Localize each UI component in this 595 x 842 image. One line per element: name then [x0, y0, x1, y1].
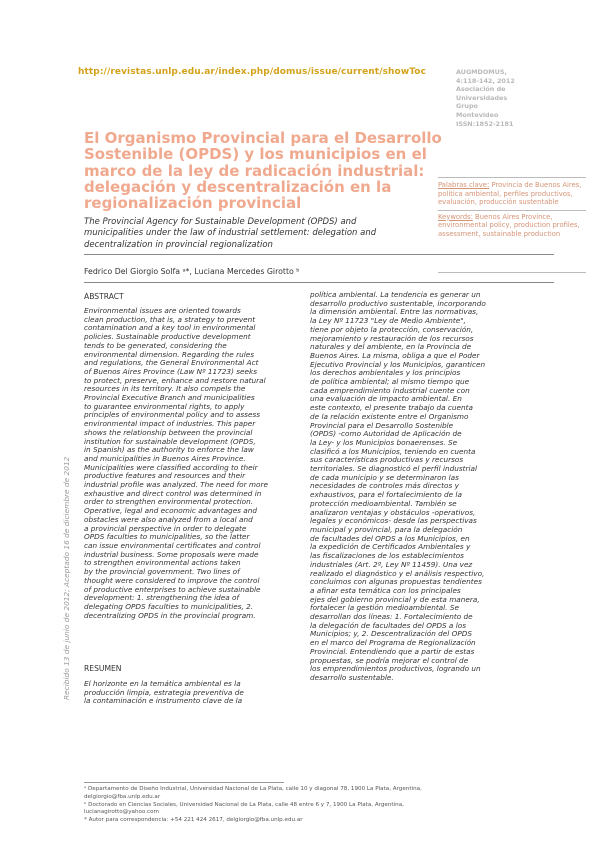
abstract-line: by the provincial government. Two lines of — [84, 568, 240, 577]
sidebar-bottom-rule — [438, 272, 586, 273]
resumen-heading: RESUMEN — [84, 664, 122, 673]
resumen-line: la Ley Nº 11723 "Ley de Medio Ambiente", — [310, 317, 466, 326]
title-line: Sostenible (OPDS) y los municipios en el — [84, 145, 427, 164]
abstract-line: principles of environmental policy and to assess — [84, 411, 261, 420]
footnote-line: lucianagirotto@yahoo.com — [84, 809, 159, 816]
resumen-line: legales y económicos- desde las perspectivas — [310, 517, 477, 526]
resumen-line: Provincial para el Desarrollo Sostenible — [310, 421, 454, 430]
abstract-line: Municipalities were classified according to their — [84, 463, 258, 472]
subtitle-line: decentralization in provincial regionalization — [84, 239, 273, 250]
footnote-line: * Autor para correspondencia: +54 221 424 2617, delgiorgio@fba.unlp.edu.ar — [84, 817, 303, 824]
resumen-continuation — [310, 291, 546, 683]
resumen-line: clasificó a los Municipios, teniendo en cuenta — [310, 447, 476, 456]
abstract-line: to guarantee environmental rights, to apply — [84, 402, 245, 411]
resumen-line: realizado el diagnóstico y el análisis respectivo, — [310, 569, 485, 578]
abstract-line: can issue environmental certificates and control — [84, 541, 261, 550]
meta-line: Montevideo — [456, 110, 499, 119]
abstract-line: of productive enterprises to achieve sustainable — [84, 585, 261, 594]
resumen-line: mejoramiento y restauración de los recursos — [310, 334, 474, 343]
footnote-line: ᵇ Doctorado en Ciencias Sociales, Universidad Nacional de La Plata, calle 48 entre 6 y 7, 1900 La Plata, Argentina, — [84, 801, 404, 808]
resumen-line: las fiscalizaciones de los establecimientos — [310, 552, 464, 561]
resumen-line: la dimensión ambiental. Entre las normativas, — [310, 308, 479, 317]
resumen-line: este contexto, el presente trabajo da cuenta — [310, 404, 473, 413]
palabras-clave-text: Provincia de Buenos Aires, política ambiental, perfiles productivos, evaluación, producción sustentable — [438, 181, 582, 207]
resumen-line: tiene por objeto la protección, conservación, — [310, 325, 474, 334]
resumen-line: naturales y del ambiente, en la Provincia de — [310, 343, 472, 352]
resumen-line: exhaustivos, para el fortalecimiento de la — [310, 491, 462, 500]
resumen-line: propuestas, se podría mejorar el control de — [310, 656, 469, 665]
resumen-line: desarrollo sustentable. — [310, 673, 394, 682]
resumen-line: de cada municipio y se determinaron las — [310, 473, 459, 482]
abstract-line: tends to be generated, considering the — [84, 341, 227, 350]
meta-line: Grupo — [456, 102, 478, 111]
abstract-line: productive features and resources and their — [84, 472, 246, 481]
title-divider — [84, 254, 554, 255]
keywords — [438, 213, 586, 239]
resumen-line: los derechos ambientales y los principios — [310, 369, 461, 378]
abstract-line: of Buenos Aires Province (Law Nº 11723) seeks — [84, 367, 258, 376]
abstract-line: OPDS faculties to municipalities, so the latter — [84, 533, 250, 542]
footnote-line: delgiorgio@fba.unlp.edu.ar — [84, 793, 161, 800]
resumen-line: Ejecutivo Provincial y los Municipios, garanticen — [310, 360, 486, 369]
abstract-line: and municipalities in Buenos Aires Province. — [84, 454, 246, 463]
resumen-line: concluimos con algunas propuestas tendientes — [310, 578, 482, 587]
keywords-sidebar — [438, 181, 586, 239]
resumen-body — [84, 680, 303, 706]
sidebar-divider — [438, 210, 586, 211]
sidebar-top-rule — [438, 177, 586, 178]
palabras-clave — [438, 181, 586, 207]
journal-meta — [456, 68, 576, 128]
abstract-line: environmental impact of industries. This paper — [84, 420, 256, 429]
resumen-line: de facultades del OPDS a los Municipios, en — [310, 534, 470, 543]
abstract-line: decentralizing OPDS in the provincial program. — [84, 611, 256, 620]
footnotes — [84, 786, 554, 825]
resumen-line: protección medioambiental. También se — [310, 499, 457, 508]
abstract-line: Provincial Executive Branch and municipalities — [84, 394, 255, 403]
resumen-line: analizaron ventajas y obstáculos -operativos, — [310, 508, 476, 517]
title-line: marco de la ley de radicación industrial: — [84, 161, 425, 180]
keywords-label: Keywords: — [438, 212, 473, 221]
authors: Fedrico Del Giorgio Solfa ᵃ*, Luciana Mercedes Girotto ᵇ — [84, 267, 300, 276]
resumen-line: política ambiental. La tendencia es generar un — [310, 291, 481, 299]
resumen-line: (OPDS) -como Autoridad de Aplicación de — [310, 430, 462, 439]
resumen-line: desarrollan dos líneas: 1. Fortalecimiento de — [310, 613, 473, 622]
abstract-line: institution for sustainable development (OPDS, — [84, 437, 256, 446]
footnote-line: ᵃ Departamento de Diseño Industrial, Universidad Nacional de La Plata, calle 10 y diagonal 78, 1900 La Plata, Argentina, — [84, 786, 422, 792]
abstract-line: obstacles were also analyzed from a local and — [84, 515, 253, 524]
abstract-line: delegating OPDS faculties to municipalities, 2. — [84, 602, 254, 611]
article-subtitle — [84, 217, 444, 251]
resumen-line: los emprendimientos productivos, logrando un — [310, 665, 481, 674]
abstract-line: resources in its territory. It also compels the — [84, 385, 246, 394]
abstract-line: industrial business. Some proposals were made — [84, 550, 259, 559]
abstract-line: in Spanish) as the authority to enforce the law — [84, 446, 254, 455]
meta-line: AUGMDOMUS, — [456, 68, 507, 76]
palabras-clave-label: Palabras clave: — [438, 181, 490, 189]
title-line: regionalización provincial — [84, 194, 302, 213]
resumen-line: sus características productivas y recursos — [310, 456, 464, 465]
abstract-line: policies. Sustainable productive development — [84, 333, 251, 342]
resumen-line: de la relación existente entre el Organismo — [310, 412, 469, 421]
resumen-line: de política ambiental; al mismo tiempo que — [310, 378, 470, 387]
resumen-line: a afinar esta temática con los principales — [310, 586, 461, 595]
keywords-text: Buenos Aires Province, environmental policy, production profiles, assessment, sustainable production — [438, 212, 580, 238]
resumen-line: Provincial. Entendiendo que a partir de estas — [310, 647, 475, 656]
resumen-line: la Ley- y los Municipios bonaerenses. Se — [310, 438, 458, 447]
meta-line: 4:118-142, 2012 — [456, 76, 515, 85]
abstract-line: and regulations, the General Environmental Act — [84, 359, 259, 368]
resumen-line: ejes del gobierno provincial y de esta manera, — [310, 595, 480, 604]
resumen-line: producción limpia, estrategia preventiva de — [84, 688, 244, 697]
meta-line: ISSN:1852-2181 — [456, 119, 514, 128]
meta-line: Universidades — [456, 93, 508, 102]
abstract-line: to protect, preserve, enhance and restore natural — [84, 376, 266, 385]
resumen-line: territoriales. Se diagnosticó el perfil industrial — [310, 465, 478, 474]
abstract-line: to strengthen environmental actions taken — [84, 559, 241, 568]
subtitle-line: The Provincial Agency for Sustainable Development (OPDS) and — [84, 217, 357, 227]
article-title — [84, 129, 442, 213]
resumen-line: desarrollo productivo sustentable, incorporando — [310, 299, 486, 308]
resumen-line: Buenos Aires. La misma, obliga a que el Poder — [310, 351, 480, 360]
subtitle-line: municipalities under the law of industrial settlement: delegation and — [84, 228, 377, 239]
abstract-line: contamination and a key tool in environmental — [84, 324, 256, 333]
abstract-line: thought were considered to improve the control — [84, 576, 260, 585]
abstract-body — [84, 307, 303, 620]
resumen-line: Municipios; y, 2. Descentralización del OPDS — [310, 630, 473, 639]
abstract-line: shows the relationship between the provincial — [84, 428, 253, 437]
resumen-line: El horizonte en la temática ambiental es la — [84, 680, 241, 688]
journal-url[interactable]: http://revistas.unlp.edu.ar/index.php/domus/issue/current/showToc — [78, 67, 426, 77]
received-accepted-note: Recibido 13 de junio de 2012; Aceptado 16 de diciembre de 2012 — [62, 456, 71, 700]
resumen-line: la contaminación e instrumento clave de la — [84, 697, 243, 706]
title-line: El Organismo Provincial para el Desarrollo — [84, 129, 442, 147]
resumen-line: industriales (Art. 2º, Ley Nº 11459). Una vez — [310, 560, 473, 569]
abstract-line: exhaustive and direct control was determined in — [84, 489, 262, 498]
resumen-line: necesidades de controles más directos y — [310, 482, 459, 491]
resumen-line: fortalecer la gestión medioambiental. Se — [310, 604, 459, 613]
abstract-heading: ABSTRACT — [84, 292, 124, 301]
title-line: delegación y descentralización en la — [84, 177, 392, 196]
meta-line: Asociación de — [456, 85, 506, 94]
resumen-line: en el marco del Programa de Regionalización — [310, 639, 476, 648]
resumen-line: la expedición de Certificados Ambientales y — [310, 543, 471, 552]
abstract-line: clean production, that is, a strategy to prevent — [84, 315, 256, 324]
authors-divider — [84, 282, 554, 283]
abstract-line: environmental dimension. Regarding the rules — [84, 350, 255, 359]
abstract-line: order to strengthen environmental protection. — [84, 498, 254, 507]
footnote-divider — [84, 782, 284, 783]
resumen-line: municipal y provincial, para la delegación — [310, 525, 463, 534]
abstract-line: development: 1. strengthening the idea of — [84, 594, 240, 603]
abstract-line: Environmental issues are oriented towards — [84, 307, 241, 315]
abstract-line: a provincial perspective in order to delegate — [84, 524, 247, 533]
abstract-line: Operative, legal and economic advantages and — [84, 507, 258, 516]
resumen-line: una evaluación de impacto ambiental. En — [310, 395, 462, 404]
resumen-line: cada emprendimiento industrial cuente con — [310, 386, 470, 395]
resumen-line: la delegación de facultades del OPDS a los — [310, 621, 466, 630]
abstract-line: industrial profile was analyzed. The need for more — [84, 481, 268, 490]
